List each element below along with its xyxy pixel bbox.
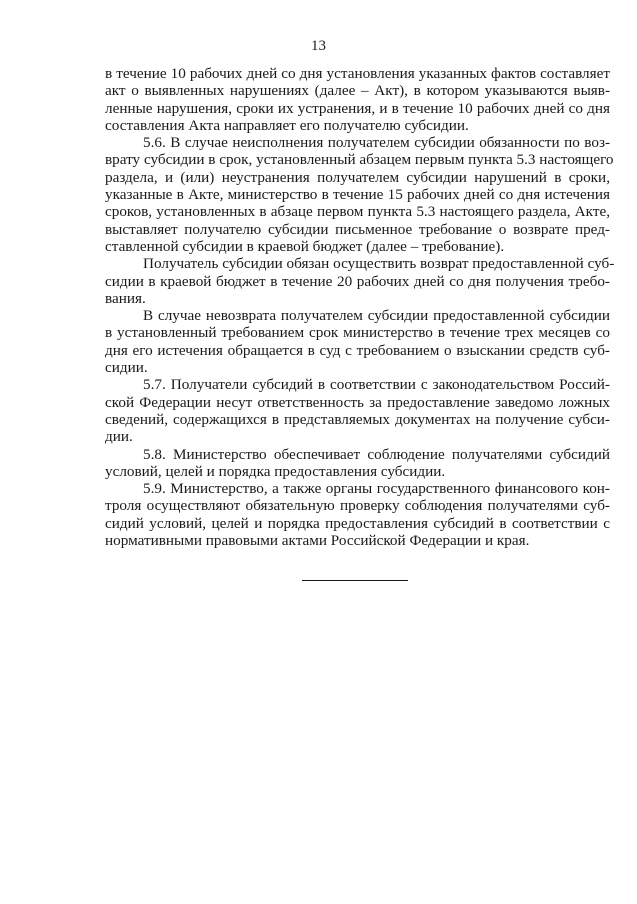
text-line: 5.6. В случае неисполнения получателем субсидии обязанности по воз- (143, 134, 610, 152)
text-line: ленные нарушения, сроки их устранения, и в течение 10 рабочих дней со дня (105, 99, 610, 117)
text-line: в установленный требованием срок министерство в течение трех месяцев со (105, 324, 610, 342)
paragraph-continuation (105, 65, 610, 134)
end-separator-line (302, 580, 408, 581)
document-body (105, 65, 615, 550)
paragraph-5-6 (105, 134, 614, 255)
paragraph-return-obligation (105, 255, 615, 307)
text-line: сроков, установленных в абзаце первом пункта 5.3 настоящего раздела, Акте, (105, 203, 610, 221)
text-line: 5.8. Министерство обеспечивает соблюдение получателями субсидий (143, 445, 610, 463)
text-line: В случае невозврата получателем субсидии предоставленной субсидии (143, 307, 610, 325)
paragraph-5-7 (105, 376, 610, 445)
text-line: акт о выявленных нарушениях (далее – Акт), в котором указываются выяв- (105, 82, 610, 100)
text-line: врату субсидии в срок, установленный абзацем первым пункта 5.3 настоящего (105, 151, 614, 169)
text-line: 5.9. Министерство, а также органы государственного финансового кон- (143, 480, 610, 498)
text-line: сидии. (105, 359, 148, 377)
text-line: троля осуществляют обязательную проверку соблюдения получателями суб- (105, 497, 610, 515)
text-line: составления Акта направляет его получателю субсидии. (105, 116, 469, 134)
text-line: ставленной субсидии в краевой бюджет (далее – требование). (105, 237, 505, 255)
text-line: ской Федерации несут ответственность за предоставление заведомо ложных (105, 393, 610, 411)
text-line: вания. (105, 289, 146, 307)
text-line: Получатель субсидии обязан осуществить возврат предоставленной суб- (143, 255, 615, 273)
text-line: дии. (105, 428, 133, 446)
text-line: сидии в краевой бюджет в течение 20 рабочих дней со дня получения требо- (105, 272, 610, 290)
page-number: 13 (311, 38, 326, 54)
text-line: выставляет получателю субсидии письменное требование о возврате пред- (105, 220, 610, 238)
text-line: 5.7. Получатели субсидий в соответствии с законодательством Россий- (143, 376, 610, 394)
text-line: нормативными правовыми актами Российской Федерации и края. (105, 532, 530, 550)
text-line: сидий условий, целей и порядка предоставления субсидий в соответствии с (105, 514, 610, 532)
text-line: указанные в Акте, министерство в течение 15 рабочих дней со дня истечения (105, 186, 610, 204)
text-line: в течение 10 рабочих дней со дня установления указанных фактов составляет (105, 65, 610, 82)
text-line: условий, целей и порядка предоставления субсидии. (105, 462, 446, 480)
paragraph-court (105, 307, 610, 376)
text-line: дня его истечения обращается в суд с требованием о взыскании средств суб- (105, 341, 610, 359)
paragraph-5-8 (105, 446, 610, 481)
text-line: сведений, содержащихся в представляемых документах на получение субси- (105, 410, 610, 428)
text-line: раздела, и (или) неустранения получателем субсидии нарушений в сроки, (105, 168, 610, 186)
paragraph-5-9 (105, 480, 610, 549)
